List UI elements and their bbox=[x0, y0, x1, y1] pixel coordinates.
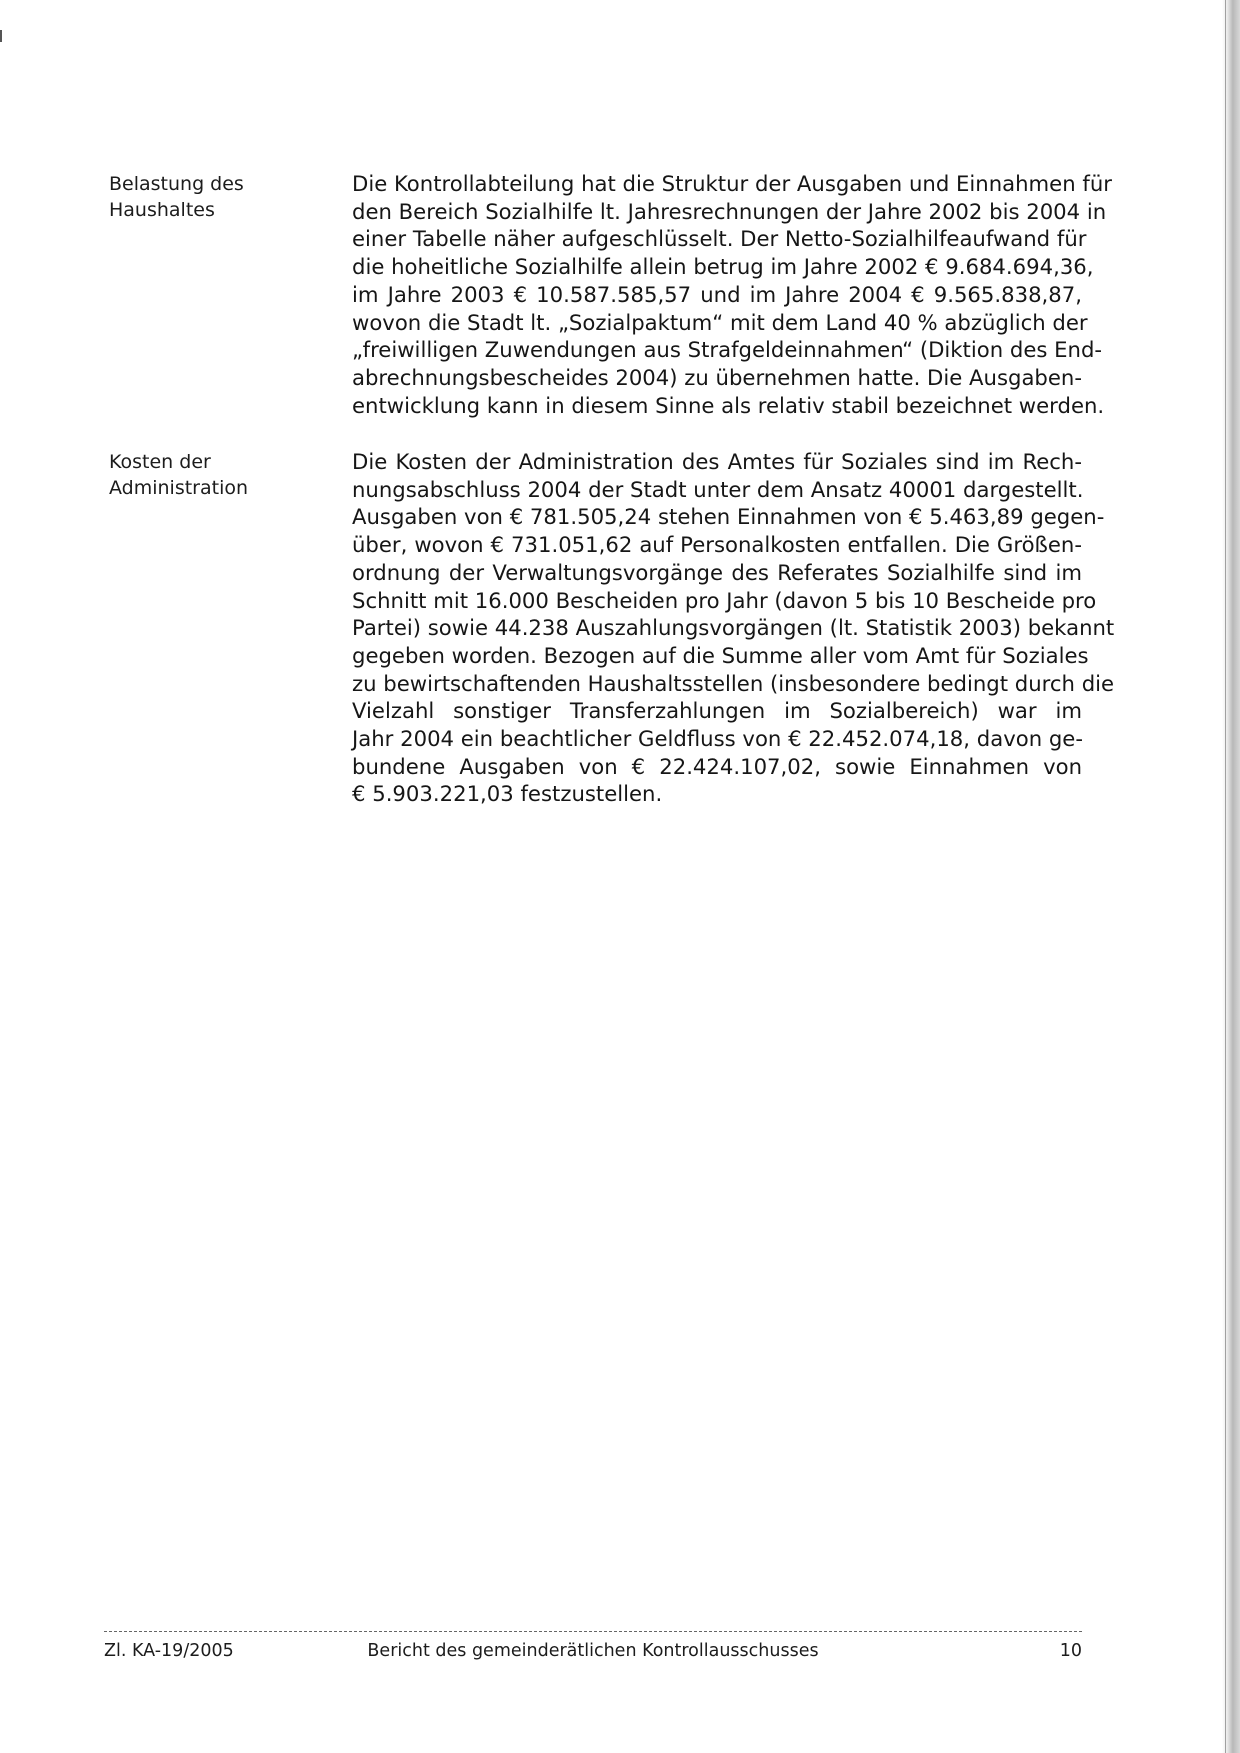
text-line: Jahr 2004 ein beachtlicher Geldfluss von € 22.452.074,18, davon ge- bbox=[352, 726, 1083, 752]
text-line: € 5.903.221,03 festzustellen. bbox=[352, 781, 663, 807]
text-line: einer Tabelle näher aufgeschlüsselt. Der Netto-Sozialhilfeaufwand für bbox=[352, 226, 1087, 252]
text-line: Die Kosten der Administration des Amtes für Soziales sind im Rech- bbox=[352, 449, 1082, 474]
text-line: abrechnungsbescheides 2004) zu übernehmen hatte. Die Ausgaben- bbox=[352, 364, 1082, 390]
footer-reference: Zl. KA-19/2005 bbox=[104, 1641, 234, 1661]
page-number: 10 bbox=[1059, 1641, 1082, 1661]
text-line: bundene Ausgaben von € 22.424.107,02, sowie Einnahmen von bbox=[352, 753, 1082, 779]
page-edge-line bbox=[1225, 0, 1226, 1753]
margin-note-line: Administration bbox=[109, 477, 249, 499]
text-line: Vielzahl sonstiger Transferzahlungen im Sozialbereich) war im bbox=[352, 698, 1082, 724]
scan-artifact-mark bbox=[0, 30, 2, 42]
paragraph-belastung bbox=[352, 170, 1112, 419]
text-line: Die Kontrollabteilung hat die Struktur der Ausgaben und Einnahmen für bbox=[352, 171, 1112, 196]
text-line: gegeben worden. Bezogen auf die Summe aller vom Amt für Soziales bbox=[352, 642, 1089, 668]
text-line: Schnitt mit 16.000 Bescheiden pro Jahr (davon 5 bis 10 Bescheide pro bbox=[352, 587, 1097, 613]
margin-note-line: Kosten der bbox=[109, 451, 211, 473]
text-line: entwicklung kann in diesem Sinne als relativ stabil bezeichnet werden. bbox=[352, 392, 1105, 418]
margin-note-administration bbox=[109, 449, 309, 501]
paragraph-administration bbox=[352, 448, 1115, 808]
margin-note-line: Belastung des bbox=[109, 173, 244, 195]
text-line: ordnung der Verwaltungsvorgänge des Referates Sozialhilfe sind im bbox=[352, 559, 1082, 585]
footer-divider bbox=[104, 1631, 1082, 1632]
text-line: die hoheitliche Sozialhilfe allein betrug im Jahre 2002 € 9.684.694,36, bbox=[352, 254, 1094, 280]
margin-note-line: Haushaltes bbox=[109, 199, 215, 221]
footer-title: Bericht des gemeinderätlichen Kontrollausschusses bbox=[367, 1641, 819, 1661]
text-line: den Bereich Sozialhilfe lt. Jahresrechnungen der Jahre 2002 bis 2004 in bbox=[352, 198, 1107, 224]
text-line: Ausgaben von € 781.505,24 stehen Einnahmen von € 5.463,89 gegen- bbox=[352, 504, 1105, 530]
text-line: Partei) sowie 44.238 Auszahlungsvorgängen (lt. Statistik 2003) bekannt bbox=[352, 615, 1115, 641]
text-line: wovon die Stadt lt. „Sozialpaktum“ mit dem Land 40 % abzüglich der bbox=[352, 309, 1088, 335]
text-line: über, wovon € 731.051,62 auf Personalkosten entfallen. Die Größen- bbox=[352, 532, 1082, 558]
text-line: nungsabschluss 2004 der Stadt unter dem Ansatz 40001 dargestellt. bbox=[352, 476, 1084, 502]
page-footer bbox=[104, 1639, 1082, 1663]
text-line: im Jahre 2003 € 10.587.585,57 und im Jahre 2004 € 9.565.838,87, bbox=[352, 281, 1082, 307]
text-line: zu bewirtschaftenden Haushaltsstellen (insbesondere bedingt durch die bbox=[352, 670, 1115, 696]
margin-note-belastung bbox=[109, 171, 309, 223]
text-line: „freiwilligen Zuwendungen aus Strafgeldeinnahmen“ (Diktion des End- bbox=[352, 337, 1103, 363]
